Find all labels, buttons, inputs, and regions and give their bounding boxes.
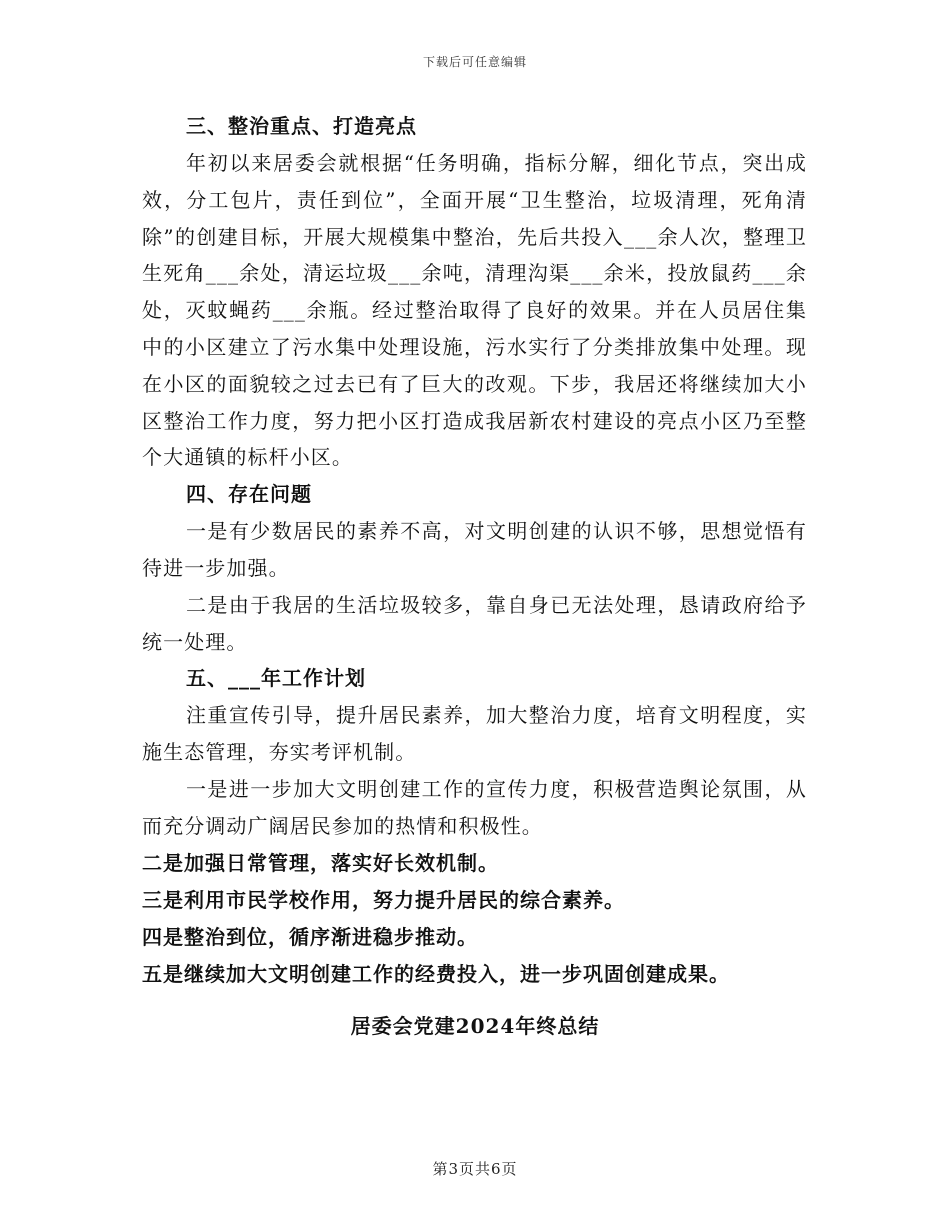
section-heading-3: 三、整治重点、打造亮点 [186, 114, 417, 138]
section-5-paragraph-1: 注重宣传引导，提升居民素养，加大整治力度，培育文明程度，实施生态管理，夯实考评机制。 [142, 703, 807, 765]
section-heading-5: 五、___年工作计划 [186, 666, 366, 691]
section-5-paragraph-2: 一是进一步加大文明创建工作的宣传力度，积极营造舆论氛围，从而充分调动广阔居民参加的热情和积极性。 [142, 776, 807, 838]
plan-item-5: 五是继续加大文明创建工作的经费投入，进一步巩固创建成果。 [142, 961, 730, 986]
plan-item-4: 四是整治到位，循序渐进稳步推动。 [142, 924, 478, 949]
section-4-paragraph-2: 二是由于我居的生活垃圾较多，靠自身已无法处理，恳请政府给予统一处理。 [142, 592, 807, 654]
page-header: 下载后可任意编辑 [422, 55, 527, 69]
section-heading-4: 四、存在问题 [186, 482, 312, 507]
document-title: 居委会党建2024年终总结 [350, 1014, 600, 1038]
section-4-paragraph-1: 一是有少数居民的素养不高，对文明创建的认识不够，思想觉悟有待进一步加强。 [142, 519, 807, 580]
document-body [142, 108, 807, 993]
section-3-paragraph: 年初以来居委会就根据“任务明确，指标分解，细化节点，突出成效，分工包片，责任到位”，全面开展“卫生整治，垃圾清理，死角清除”的创建目标，开展大规模集中整治，先后共投入___余人次，整理卫生死角___余处，清运垃圾___余吨，清理沟渠___余米，投放鼠药___余处，灭蚊蝇药___余瓶。经过整治取得了良好的效果。并在人员居住集中的小区建立了污水集中处理设施，污水实行了分类排放集中处理。现在小区的面貌较之过去已有了巨大的改观。下步，我居还将继续加大小区整治工作力度，努力把小区打造成我居新农村建设的亮点小区乃至整个大通镇的标杆小区。 [142, 151, 807, 470]
page-footer: 第3页共6页 [432, 1160, 518, 1178]
plan-item-3: 三是利用市民学校作用，努力提升居民的综合素养。 [142, 887, 625, 912]
plan-item-2: 二是加强日常管理，落实好长效机制。 [142, 850, 499, 875]
